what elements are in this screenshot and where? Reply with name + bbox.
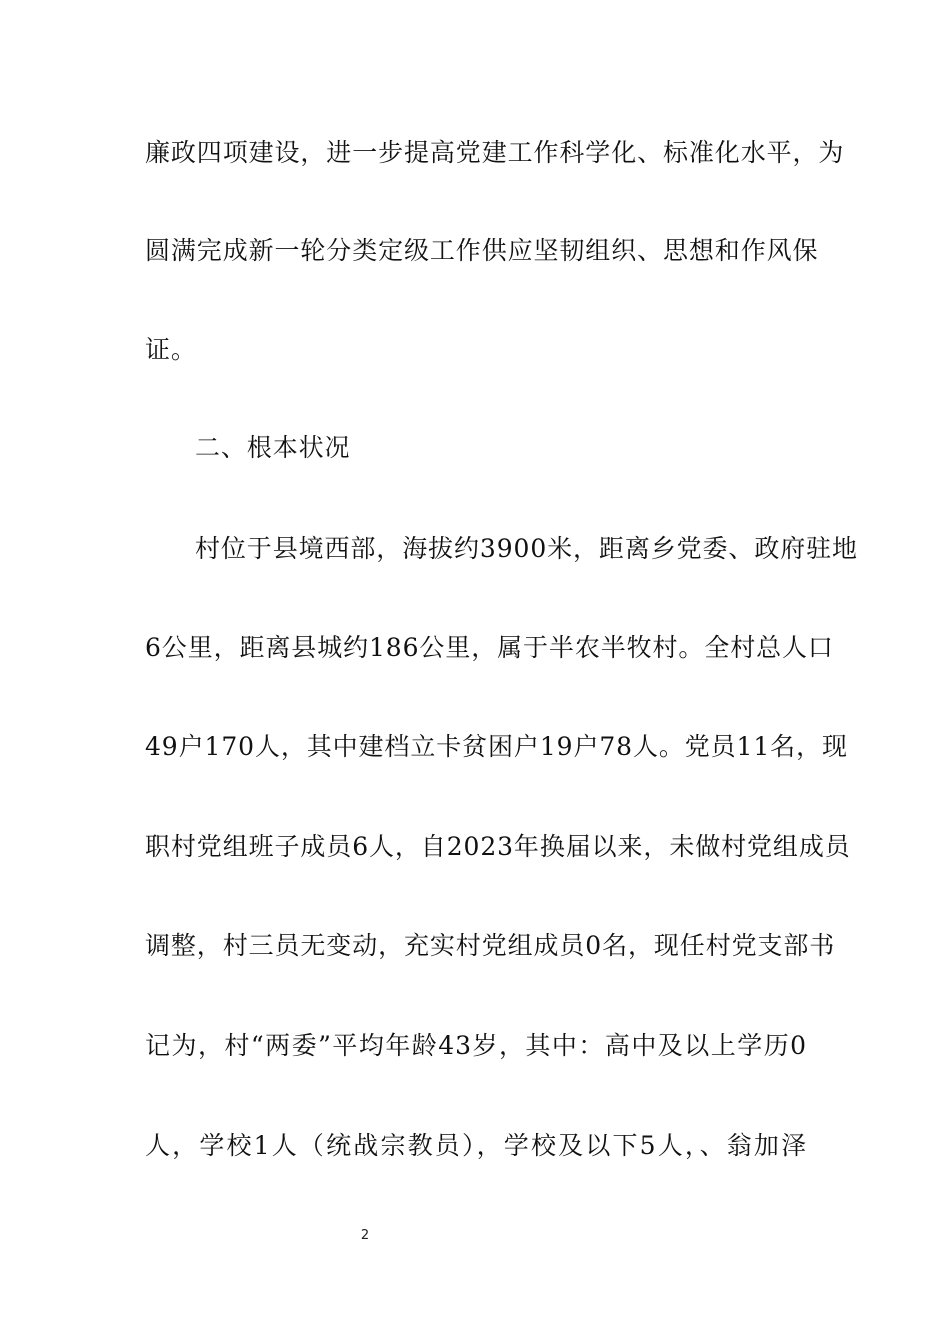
body-text-line: 记为，村“两委”平均年龄43岁，其中：高中及以上学历0: [145, 1031, 807, 1060]
body-text-line: 职村党组班子成员6人，自2023年换届以来，未做村党组成员: [145, 832, 851, 861]
body-text-line: 调整，村三员无变动，充实村党组成员0名，现任村党支部书: [145, 931, 836, 960]
page-number: 2: [360, 1228, 370, 1243]
body-text-line: 廉政四项建设，进一步提高党建工作科学化、标准化水平，为: [145, 138, 845, 167]
body-text-line: 村位于县境西部，海拔约3900米，距离乡党委、政府驻地: [195, 534, 858, 563]
body-text-line: 人，学校1人（统战宗教员），学校及以下5人，、翁加泽: [145, 1131, 807, 1160]
section-heading: 二、根本状况: [195, 433, 351, 462]
body-text-line: 证。: [145, 335, 197, 364]
body-text-line: 6公里，距离县城约186公里，属于半农半牧村。全村总人口: [145, 633, 834, 662]
body-text-line: 49户170人，其中建档立卡贫困户19户78人。党员11名，现: [145, 732, 848, 761]
body-text-line: 圆满完成新一轮分类定级工作供应坚韧组织、思想和作风保: [145, 236, 819, 265]
